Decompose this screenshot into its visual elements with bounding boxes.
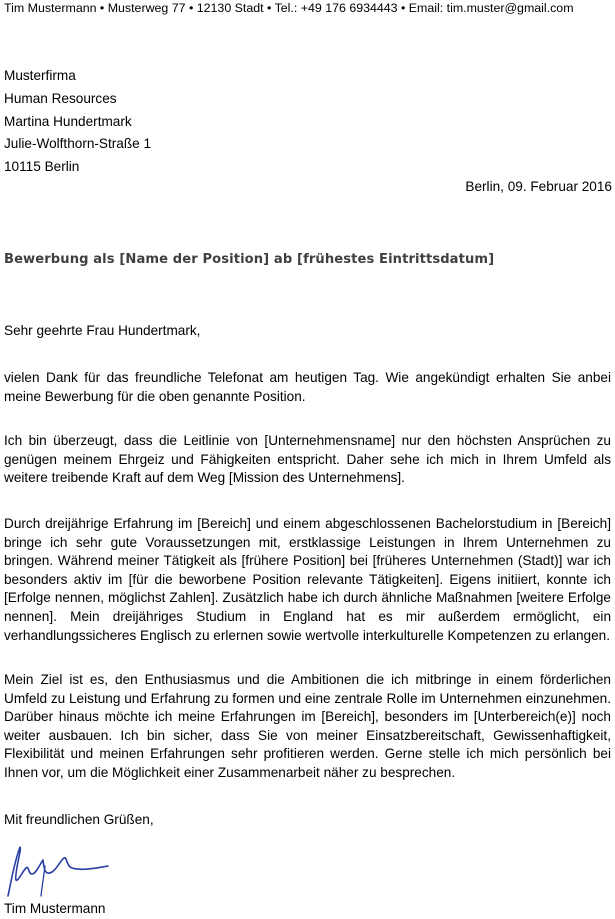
signer-name: Tim Mustermann xyxy=(4,901,106,916)
sender-line: Tim Mustermann • Musterweg 77 • 12130 Stadt • Tel.: +49 176 6934443 • Email: tim.muster@gmail.com xyxy=(4,1,574,15)
body-paragraph: vielen Dank für das freundliche Telefonat am heutigen Tag. Wie angekündigt erhalten Sie anbei meine Bewerbung für die oben genannte Position. xyxy=(4,370,611,404)
body-paragraph: Ich bin überzeugt, dass die Leitlinie von [Unternehmensname] nur den höchsten Ansprüchen zu genügen meinem Ehrgeiz und Fähigkeiten entspricht. Daher sehe ich mich in Ihrem Umfeld als weitere treibende Kraft auf dem Weg [Mission des Unternehmens]. xyxy=(4,433,611,486)
recipient-name: Martina Hundertmark xyxy=(4,113,132,129)
letter-date: Berlin, 09. Februar 2016 xyxy=(465,179,612,194)
recipient-department: Human Resources xyxy=(4,90,117,106)
salutation: Sehr geehrte Frau Hundertmark, xyxy=(4,323,201,338)
body-paragraph: Durch dreijährige Erfahrung im [Bereich] und einem abgeschlossenen Bachelorstudium in [Bereich] bringe ich sehr gute Voraussetzungen mit, erstklassige Leistungen in Ihrem Unternehmen zu bringen. Während meiner Tätigkeit als [frühere Position] bei [früheres Unternehmen (Stadt)] war ich besonders aktiv im [für die beworbene Position relevante Tätigkeiten]. Eigens initiiert, konnte ich [Erfolge nennen, möglichst Zahlen]. Zusätzlich habe ich durch ähnliche Maßnahmen [weitere Erfolge nennen]. Mein dreijähriges Studium in England hat es mir außerdem ermöglicht, ein verhandlungssicheres Englisch zu erlernen sowie wertvolle interkulturelle Kompetenzen zu erlangen. xyxy=(4,516,611,643)
recipient-address xyxy=(4,65,404,179)
letter-subject: Bewerbung als [Name der Position] ab [frühestes Eintrittsdatum] xyxy=(4,252,495,267)
body-paragraph: Mein Ziel ist es, den Enthusiasmus und die Ambitionen die ich mitbringe in einem förderlichen Umfeld zu Leistung und Erfahrung zu formen und eine zentrale Rolle im Unternehmen einzunehmen. Darüber hinaus möchte ich meine Erfahrungen im [Bereich], besonders im [Unterbereich(e)] noch weiter ausbauen. Ich bin sicher, dass Sie von meiner Einsatzbereitschaft, Gewissenhaftigkeit, Flexibilität und meinen Erfahrungen sehr profitieren werden. Gerne stelle ich mich persönlich bei Ihnen vor, um die Möglichkeit einer Zusammenarbeit näher zu besprechen. xyxy=(4,672,611,780)
recipient-street: Julie-Wolfthorn-Straße 1 xyxy=(4,136,152,152)
recipient-city: 10115 Berlin xyxy=(4,159,80,175)
closing: Mit freundlichen Grüßen, xyxy=(4,812,154,827)
recipient-company: Musterfirma xyxy=(4,68,76,83)
signature-image xyxy=(2,842,114,898)
